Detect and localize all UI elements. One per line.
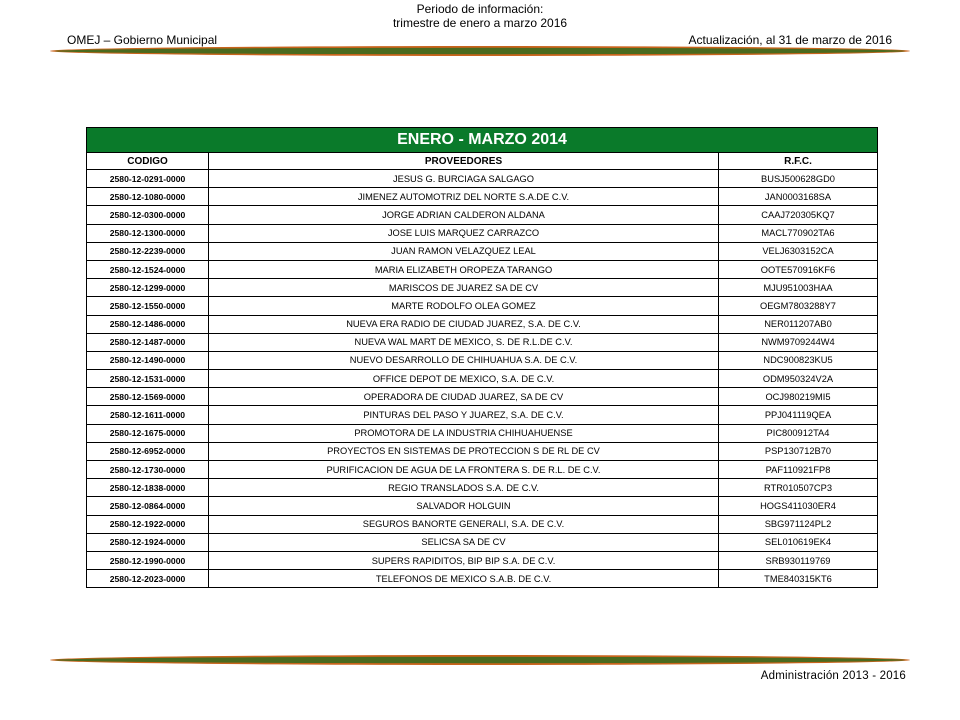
supplier-rfc-cell: BUSJ500628GD0 [719,170,878,188]
supplier-rfc-cell: JAN0003168SA [719,188,878,206]
table-row [87,170,878,188]
supplier-name-cell: PROMOTORA DE LA INDUSTRIA CHIHUAHUENSE [209,424,719,442]
update-date-label: Actualización, al 31 de marzo de 2016 [688,33,892,47]
supplier-code-cell: 2580-12-1611-0000 [87,406,209,424]
supplier-code-cell: 2580-12-2239-0000 [87,242,209,260]
supplier-rfc-cell: RTR010507CP3 [719,479,878,497]
supplier-rfc-cell: HOGS411030ER4 [719,497,878,515]
supplier-rfc-cell: NWM9709244W4 [719,333,878,351]
supplier-rfc-cell: PSP130712B70 [719,442,878,460]
table-row [87,461,878,479]
table-row [87,260,878,278]
table-row [87,515,878,533]
supplier-name-cell: SALVADOR HOLGUIN [209,497,719,515]
decorative-bar-top [48,45,912,57]
table-row [87,551,878,569]
supplier-rfc-cell: NDC900823KU5 [719,351,878,369]
supplier-name-cell: JORGE ADRIAN CALDERON ALDANA [209,206,719,224]
supplier-name-cell: NUEVO DESARROLLO DE CHIHUAHUA S.A. DE C.V. [209,351,719,369]
supplier-name-cell: JIMENEZ AUTOMOTRIZ DEL NORTE S.A.DE C.V. [209,188,719,206]
organization-label: OMEJ – Gobierno Municipal [67,33,218,47]
supplier-code-cell: 2580-12-1299-0000 [87,279,209,297]
table-row [87,424,878,442]
supplier-code-cell: 2580-12-1550-0000 [87,297,209,315]
supplier-name-cell: TELEFONOS DE MEXICO S.A.B. DE C.V. [209,570,719,588]
supplier-name-cell: MARTE RODOLFO OLEA GOMEZ [209,297,719,315]
table-row [87,533,878,551]
supplier-rfc-cell: VELJ6303152CA [719,242,878,260]
supplier-name-cell: PURIFICACION DE AGUA DE LA FRONTERA S. DE R.L. DE C.V. [209,461,719,479]
supplier-rfc-cell: OOTE570916KF6 [719,260,878,278]
supplier-rfc-cell: SRB930119769 [719,551,878,569]
supplier-code-cell: 2580-12-2023-0000 [87,570,209,588]
supplier-code-cell: 2580-12-0864-0000 [87,497,209,515]
supplier-name-cell: MARISCOS DE JUAREZ SA DE CV [209,279,719,297]
period-range: trimestre de enero a marzo 2016 [392,16,568,30]
supplier-code-cell: 2580-12-1922-0000 [87,515,209,533]
supplier-name-cell: JOSE LUIS MARQUEZ CARRAZCO [209,224,719,242]
supplier-code-cell: 2580-12-0300-0000 [87,206,209,224]
supplier-rfc-cell: ODM950324V2A [719,370,878,388]
table-row [87,297,878,315]
supplier-name-cell: PINTURAS DEL PASO Y JUAREZ, S.A. DE C.V. [209,406,719,424]
supplier-name-cell: PROYECTOS EN SISTEMAS DE PROTECCION S DE RL DE CV [209,442,719,460]
supplier-name-cell: SELICSA SA DE CV [209,533,719,551]
table-row [87,315,878,333]
table-row [87,442,878,460]
supplier-rfc-cell: PAF110921FP8 [719,461,878,479]
supplier-rfc-cell: MACL770902TA6 [719,224,878,242]
supplier-rfc-cell: TME840315KT6 [719,570,878,588]
table-row [87,370,878,388]
supplier-name-cell: JUAN RAMON VELAZQUEZ LEAL [209,242,719,260]
supplier-code-cell: 2580-12-1487-0000 [87,333,209,351]
table-row [87,479,878,497]
supplier-code-cell: 2580-12-1080-0000 [87,188,209,206]
supplier-code-cell: 2580-12-1675-0000 [87,424,209,442]
table-row [87,333,878,351]
administration-footer: Administración 2013 - 2016 [760,670,906,682]
supplier-rfc-cell: PPJ041119QEA [719,406,878,424]
supplier-code-cell: 2580-12-1924-0000 [87,533,209,551]
supplier-code-cell: 2580-12-1300-0000 [87,224,209,242]
supplier-code-cell: 2580-12-1486-0000 [87,315,209,333]
supplier-rfc-cell: MJU951003HAA [719,279,878,297]
supplier-code-cell: 2580-12-1990-0000 [87,551,209,569]
supplier-rfc-cell: SBG971124PL2 [719,515,878,533]
period-label: Periodo de información: [416,2,544,16]
supplier-code-cell: 2580-12-1524-0000 [87,260,209,278]
supplier-name-cell: OPERADORA DE CIUDAD JUAREZ, SA DE CV [209,388,719,406]
supplier-rfc-cell: OEGM7803288Y7 [719,297,878,315]
column-header-rfc: R.F.C. [719,153,878,170]
table-row [87,188,878,206]
column-header-suppliers: PROVEEDORES [209,153,719,170]
table-row [87,242,878,260]
table-row [87,497,878,515]
table-row [87,279,878,297]
supplier-code-cell: 2580-12-1490-0000 [87,351,209,369]
supplier-name-cell: REGIO TRANSLADOS S.A. DE C.V. [209,479,719,497]
table-title: ENERO - MARZO 2014 [87,128,878,153]
supplier-name-cell: OFFICE DEPOT DE MEXICO, S.A. DE C.V. [209,370,719,388]
supplier-name-cell: NUEVA WAL MART DE MEXICO, S. DE R.L.DE C.V. [209,333,719,351]
supplier-rfc-cell: NER011207AB0 [719,315,878,333]
supplier-code-cell: 2580-12-1838-0000 [87,479,209,497]
supplier-code-cell: 2580-12-1569-0000 [87,388,209,406]
supplier-code-cell: 2580-12-6952-0000 [87,442,209,460]
table-row [87,224,878,242]
period-header [0,2,960,30]
supplier-rfc-cell: SEL010619EK4 [719,533,878,551]
supplier-code-cell: 2580-12-0291-0000 [87,170,209,188]
supplier-name-cell: NUEVA ERA RADIO DE CIUDAD JUAREZ, S.A. DE C.V. [209,315,719,333]
decorative-bar-bottom [48,654,912,666]
supplier-code-cell: 2580-12-1730-0000 [87,461,209,479]
supplier-rfc-cell: PIC800912TA4 [719,424,878,442]
supplier-name-cell: JESUS G. BURCIAGA SALGAGO [209,170,719,188]
table-row [87,388,878,406]
supplier-code-cell: 2580-12-1531-0000 [87,370,209,388]
table-row [87,406,878,424]
supplier-rfc-cell: CAAJ720305KQ7 [719,206,878,224]
column-header-code: CODIGO [87,153,209,170]
supplier-rfc-cell: OCJ980219MI5 [719,388,878,406]
table-row [87,570,878,588]
supplier-name-cell: MARIA ELIZABETH OROPEZA TARANGO [209,260,719,278]
suppliers-table [86,127,878,588]
supplier-name-cell: SUPERS RAPIDITOS, BIP BIP S.A. DE C.V. [209,551,719,569]
supplier-name-cell: SEGUROS BANORTE GENERALI, S.A. DE C.V. [209,515,719,533]
table-row [87,206,878,224]
table-row [87,351,878,369]
